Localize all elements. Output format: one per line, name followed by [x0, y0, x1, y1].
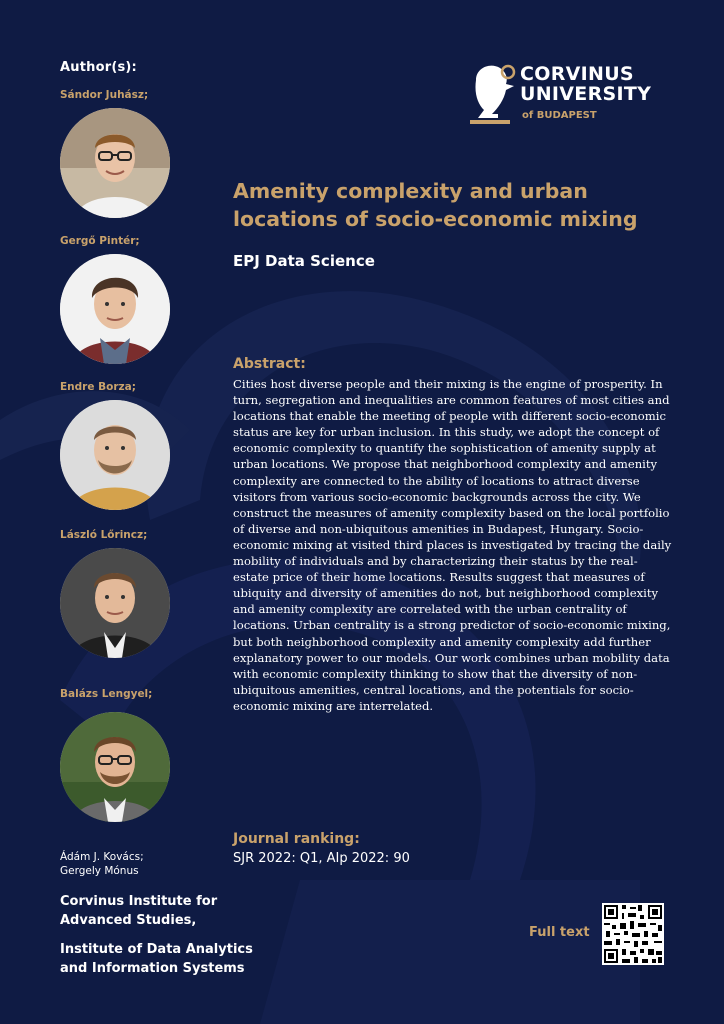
person-photo-icon	[60, 254, 170, 364]
person-photo-icon	[60, 712, 170, 822]
institute-1-line-1: Corvinus Institute for	[60, 894, 218, 909]
corvinus-logo	[470, 60, 670, 126]
full-text-label: Full text	[529, 925, 590, 940]
institute-1-line-2: Advanced Studies,	[60, 913, 197, 928]
author-name-5: Balázs Lengyel;	[60, 688, 153, 700]
authors-heading: Author(s):	[60, 60, 137, 75]
extra-author-1: Ádám J. Kovács;	[60, 851, 144, 863]
author-photo-4	[60, 548, 170, 658]
extra-authors	[60, 850, 144, 878]
author-name-4: László Lőrincz;	[60, 529, 148, 541]
person-photo-icon	[60, 548, 170, 658]
institute-2-line-2: and Information Systems	[60, 961, 245, 976]
ranking-text: SJR 2022: Q1, AIp 2022: 90	[233, 851, 410, 866]
extra-author-2: Gergely Mónus	[60, 865, 139, 877]
person-photo-icon	[60, 400, 170, 510]
journal-name: EPJ Data Science	[233, 252, 375, 270]
author-photo-5	[60, 712, 170, 822]
author-photo-2	[60, 254, 170, 364]
author-name-1: Sándor Juhász;	[60, 89, 149, 101]
ranking-heading: Journal ranking:	[233, 831, 360, 847]
author-name-2: Gergő Pintér;	[60, 235, 140, 247]
logo-text-corvinus: CORVINUS	[520, 63, 634, 85]
paper-title: Amenity complexity and urban locations of socio-economic mixing	[233, 179, 638, 231]
logo-text-university: UNIVERSITY	[520, 83, 652, 105]
institute-2-line-1: Institute of Data Analytics	[60, 942, 253, 957]
qr-code-icon[interactable]	[602, 903, 664, 965]
qr-code-graphic	[602, 903, 664, 965]
person-photo-icon	[60, 108, 170, 218]
institute-1	[60, 892, 217, 930]
abstract-text: Cities host diverse people and their mixing is the engine of prosperity. In turn, segregation and inequalities are common features of most cities and locations that enable the meeting of people with different socio-economic status are key for urban inclusion. In this study, we adopt the concept of economic complexity to quantify the sophistication of amenity supply at urban locations. We propose that neighborhood complexity and amenity complexity are connected to the ability of locations to attract diverse visitors from various socio-economic backgrounds across the city. We construct the measures of amenity complexity based on the local portfolio of diverse and non-ubiquitous amenities in Budapest, Hungary. Socio-economic mixing at visited third places is investigated by tracing the daily mobility of individuals and by characterizing their status by the real-estate price of their home locations. Results suggest that measures of ubiquity and diversity of amenities do not, but neighborhood complexity and amenity complexity are correlated with the urban centrality of locations. Urban centrality is a strong predictor of socio-economic mixing, but both neighborhood complexity and amenity complexity add further explanatory power to our models. Our work combines urban mobility data with economic complexity thinking to show that the diversity of non-ubiquitous amenities, central locations, and the potentials for socio-economic mixing are interrelated.	[233, 377, 672, 713]
author-photo-1	[60, 108, 170, 218]
author-photo-3	[60, 400, 170, 510]
author-name-3: Endre Borza;	[60, 381, 136, 393]
raven-logo-icon	[470, 60, 516, 126]
logo-text-budapest: of BUDAPEST	[522, 110, 597, 121]
institute-2	[60, 940, 253, 978]
abstract-heading: Abstract:	[233, 356, 306, 372]
